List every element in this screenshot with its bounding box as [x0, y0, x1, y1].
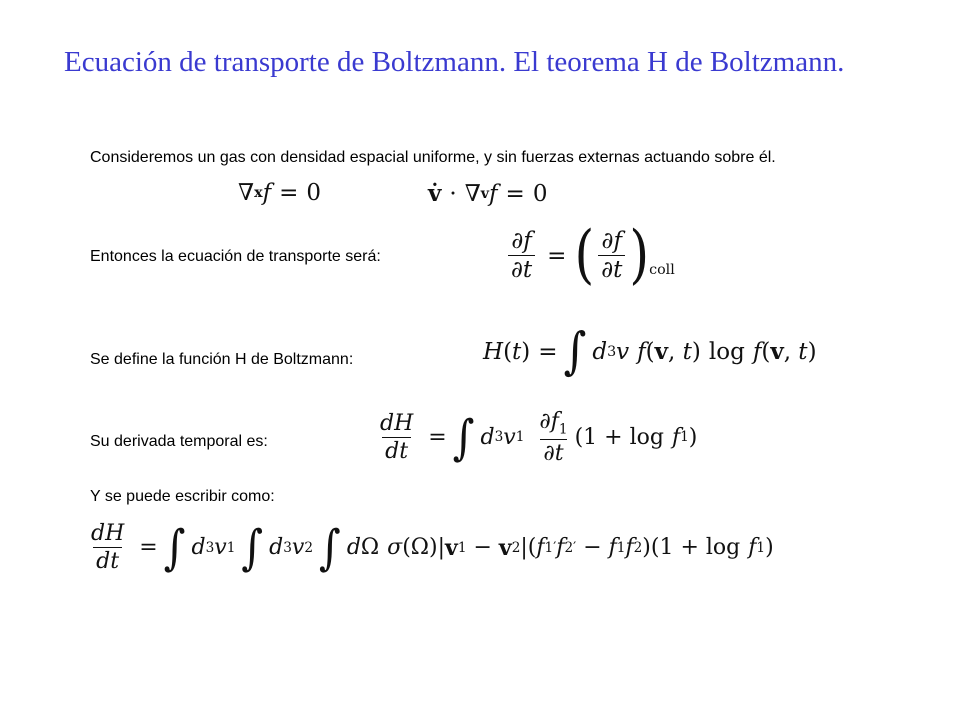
equation-grad-x: ∇ x f = 0 — [238, 180, 321, 206]
equation-grad-v: v̇ · ∇ v f = 0 — [428, 180, 548, 207]
equation-transport: $\frac{\partial f}{\partial t}$ = ( $\frac{\partial f}{\partial t}$ ) coll — [504, 229, 675, 282]
derivative-text: Su derivada temporal es: — [90, 433, 268, 450]
equation-h-theorem: $\frac{dH}{dt}$ = ∫ d 3 v 1 ∫ d 3 v 2 ∫ d Ω σ (Ω)| v 1 − v 2 |( f 1 ′ f 2 ′ − f 1 f 2 )(1 + log f 1 ) — [91, 518, 774, 576]
equation-h-definition: H ( t ) = ∫ d 3 v f ( v , t ) log f ( v , t ) — [483, 322, 817, 381]
page-title: Ecuación de transporte de Boltzmann. El teorema H de Boltzmann. — [64, 46, 845, 78]
equation-h-derivative: $\frac{dH}{dt}$ = ∫ d 3 v 1 $\frac{\partial f_1}{\partial t}$ (1 + log f 1 ) — [380, 408, 698, 466]
h-definition-text: Se define la función H de Boltzmann: — [90, 351, 354, 368]
transport-text: Entonces la ecuación de transporte será: — [90, 248, 381, 265]
rewrite-text: Y se puede escribir como: — [90, 488, 275, 505]
intro-text: Consideremos un gas con densidad espacial uniforme, y sin fuerzas externas actuando sobre él. — [90, 149, 776, 166]
